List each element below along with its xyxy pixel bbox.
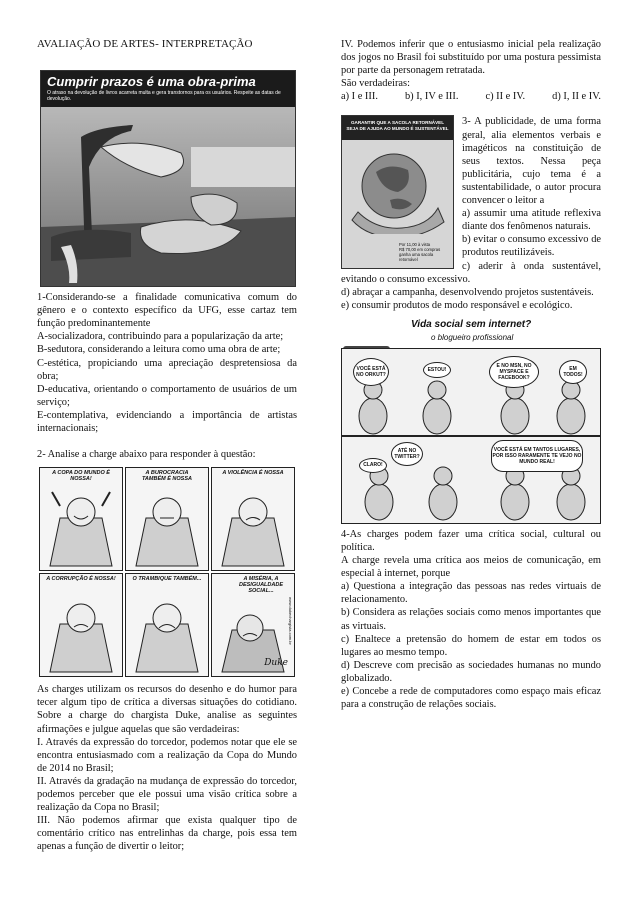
q3-option-a: a) assumir uma atitude reflexiva diante dos fenômenos naturais. bbox=[462, 208, 601, 233]
q1-option-b: B-sedutora, considerando a leitura como uma obra de arte; bbox=[37, 344, 281, 356]
q2-statement-1: I. Através da expressão do torcedor, podemos notar que ele se encontra entusiasmado com a realização da Copa do Mundo de 2014 no Brasil; bbox=[37, 736, 297, 774]
fan-figure-icon bbox=[40, 488, 122, 568]
blogger-comic bbox=[339, 318, 603, 524]
bubble-estou: ESTOU! bbox=[423, 362, 451, 378]
q2-statement-4: IV. Podemos inferir que o entusiasmo inicial pela realização dos jogos no Brasil foi substituído por uma postura pessimista por parte da personagem retratada. bbox=[341, 39, 601, 77]
question-4: 4-As charges podem fazer uma crítica social, cultural ou política. bbox=[341, 528, 601, 553]
panel-6-text: A MISÉRIA, A DESIGUALDADE SOCIAL... bbox=[238, 576, 283, 595]
q4-option-d: d) Descreve com precisão as sociedades humanas no mundo globalizado. bbox=[341, 659, 601, 684]
panel-3-text: A VIOLÊNCIA É NOSSA bbox=[222, 470, 284, 477]
comic-panel-1 bbox=[39, 467, 123, 571]
fan-figure-icon bbox=[40, 594, 122, 674]
people-figures bbox=[339, 318, 603, 524]
panel-1-text: A COPA DO MUNDO É NOSSA! bbox=[52, 470, 110, 483]
question-3: 3- A publicidade, de uma forma geral, alia elementos verbais e imagéticos na constituição de seus textos. Nessa peça publicitária, cujo tema é a sustentabilidade, o autor procura convencer o leitor a bbox=[462, 116, 601, 207]
q3-option-d: d) abraçar a campanha, desenvolvendo projetos sustentáveis. bbox=[341, 286, 594, 298]
q4-text: A charge revela uma crítica aos meios de comunicação, em especial à internet, porque bbox=[341, 555, 601, 580]
q2-statement-3: III. Não podemos afirmar que exista qualquer tipo de comentário crítico nas entrelinhas da charge, pois essa tem apenas a função de divertir o leitor; bbox=[37, 815, 297, 853]
comic-panel-2 bbox=[125, 467, 209, 571]
fan-figure-icon bbox=[126, 594, 208, 674]
bubble-claro: CLARO! bbox=[359, 458, 387, 473]
comic-site: www.dukechargista.com.br bbox=[288, 597, 293, 646]
q2-statement-2: II. Através da gradação na mudança de expressão do torcedor, podemos perceber que ele possui uma visão crítica sobre a realização da Copa no Brasil; bbox=[37, 775, 297, 814]
comic-subtitle: o blogueiro profissional bbox=[431, 332, 514, 342]
q3-option-c: c) aderir à onda sustentável, evitando o consumo excessivo. bbox=[341, 260, 601, 285]
bubble-twitter: ATÉ NO TWITTER? bbox=[391, 442, 423, 466]
question-2-prompt: 2- Analise a charge abaixo para responder à questão: bbox=[37, 449, 256, 461]
comic-panel-4 bbox=[39, 573, 123, 677]
q4-option-a: a) Questiona a integração das pessoas nas redes virtuais de relacionamento. bbox=[341, 581, 601, 606]
right-column bbox=[341, 38, 601, 711]
panel-5-text: O TRAMBIQUE TAMBÉM... bbox=[132, 576, 202, 583]
duke-comic bbox=[39, 467, 295, 677]
q3-option-b: b) evitar o consumo excessivo de produtos reutilizáveis. bbox=[462, 234, 601, 259]
bubble-msn: E NO MSN, NO MYSPACE E FACEBOOK? bbox=[489, 356, 539, 388]
panel-2-text: A BUROCRACIA TAMBÉM É NOSSA bbox=[141, 470, 192, 483]
q2-answer-a: a) I e III. bbox=[341, 91, 378, 103]
q2-text: As charges utilizam os recursos do desenho e do humor para tecer algum tipo de crítica a diversas situações do cotidiano. Sobre a charge do chargista Duke, analise as seguintes afirmações e julgue aquelas que são verdadeiras: bbox=[37, 684, 297, 735]
ad-price-text: Por 11,00 à vista R$ 70,00 em compras ganha uma sacola retornável bbox=[399, 242, 441, 263]
ad-headline: GARANTIR QUE A SACOLA RETORNÁVEL SEJA DE AJUDA AO MUNDO É SUSTENTÁVEL bbox=[342, 116, 453, 140]
page-title: AVALIAÇÃO DE ARTES- INTERPRETAÇÃO bbox=[37, 38, 253, 50]
q1-option-a: A-socializadora, contribuindo para a popularização da arte; bbox=[37, 331, 284, 343]
q4-option-e: e) Concebe a rede de computadores como espaço mais eficaz para a construção de relações sociais. bbox=[341, 686, 601, 711]
bubble-real-world: VOCÊ ESTÁ EM TANTOS LUGARES, POR ISSO RARAMENTE TE VEJO NO MUNDO REAL! bbox=[491, 440, 583, 472]
q2-true-label: São verdadeiras: bbox=[341, 78, 410, 90]
q3-option-e: e) consumir produtos de modo responsável e ecológico. bbox=[341, 299, 573, 311]
q1-option-e: E-contemplativa, evidenciando a importância de artistas internacionais; bbox=[37, 409, 297, 435]
sustainability-ad bbox=[341, 115, 454, 269]
q2-answer-d: d) I, II e IV. bbox=[552, 91, 601, 103]
q4-option-c: c) Enaltece a pretensão do homem de estar em todos os lugares ao mesmo tempo. bbox=[341, 633, 601, 658]
poster-banner bbox=[41, 71, 295, 107]
library-poster bbox=[40, 70, 296, 287]
poster-headline: Cumprir prazos é uma obra-prima bbox=[47, 74, 256, 90]
question-1: 1-Considerando-se a finalidade comunicativa comum do gênero e o contexto específico da UFG, esse cartaz tem função predominantemente bbox=[37, 292, 297, 330]
q1-option-d: D-educativa, orientando o comportamento de usuários de um serviço; bbox=[37, 383, 297, 408]
panel-4-text: A CORRUPÇÃO É NOSSA! bbox=[46, 576, 116, 583]
comic-panel-5 bbox=[125, 573, 209, 677]
comic-title: Vida social sem internet? bbox=[411, 318, 532, 330]
bubble-orkut: VOCÊ ESTÁ NO ORKUT? bbox=[353, 358, 389, 386]
fan-figure-icon bbox=[126, 488, 208, 568]
fan-figure-icon bbox=[212, 488, 294, 568]
comic-signature: Duke bbox=[264, 658, 288, 669]
q2-answer-b: b) I, IV e III. bbox=[404, 91, 459, 103]
globe-in-hand-icon bbox=[342, 142, 453, 234]
poster-subline: O atraso na devolução de livros acarreta multa e gera transtornos para os usuários. Respeite as datas de devolução. bbox=[47, 90, 281, 103]
melting-clocks-illustration bbox=[41, 107, 295, 286]
bubble-em-todos: EM TODOS! bbox=[559, 360, 587, 384]
q1-option-c: C-estética, propiciando uma apreciação despretensiosa da obra; bbox=[37, 357, 297, 382]
comic-panel-3 bbox=[211, 467, 295, 571]
left-column bbox=[37, 38, 297, 853]
q4-option-b: b) Considera as relações sociais como menos importantes que as virtuais. bbox=[341, 607, 601, 632]
q2-answers bbox=[341, 90, 601, 103]
comic-panel-6 bbox=[211, 573, 295, 677]
q2-answer-c: c) II e IV. bbox=[485, 91, 526, 103]
